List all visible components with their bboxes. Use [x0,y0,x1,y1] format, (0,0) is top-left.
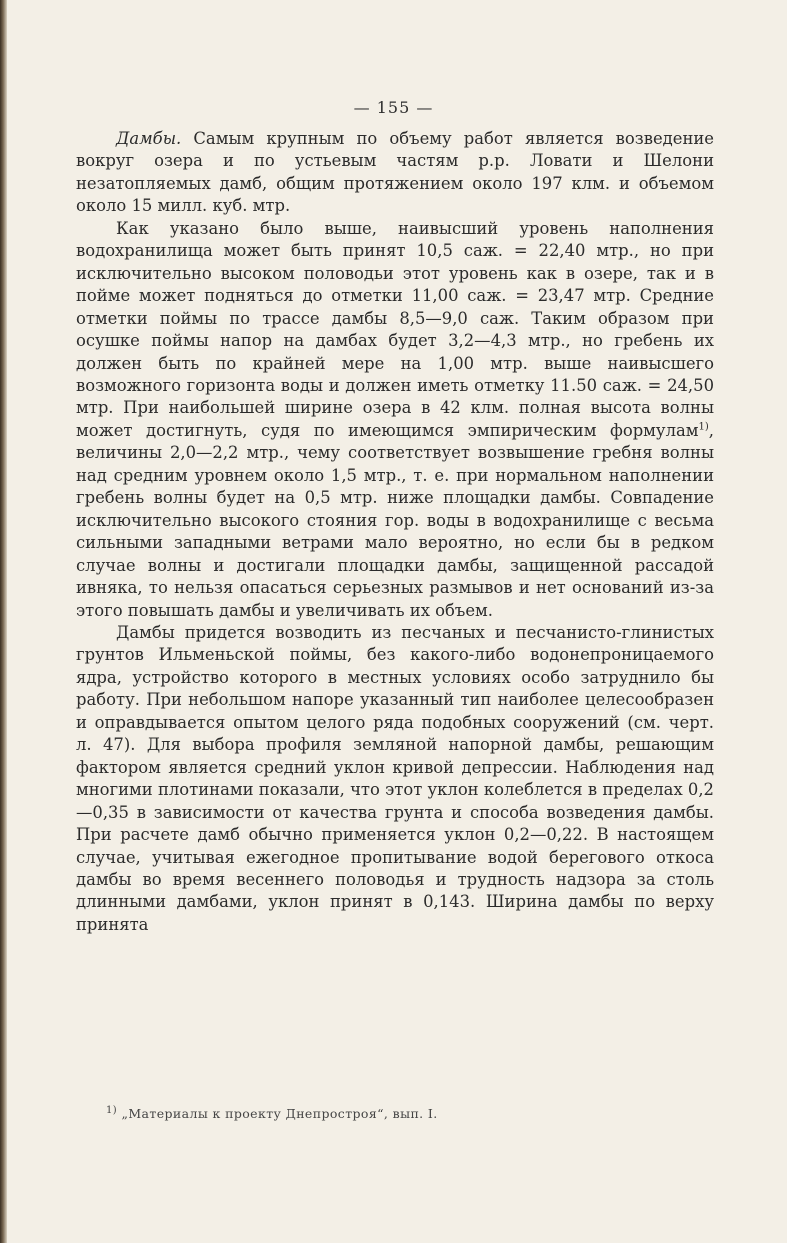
page-number: — 155 — [353,98,434,117]
footnote-marker: 1) [106,1104,118,1116]
section-run-in-heading: Дамбы. [116,129,182,148]
paragraph-text: Как указано было выше, наивысший уровень наполнения водохранилища может быть принят 10,5 саж. = 22,40 мтр., но при исключительно высоком половодьи этот уровень как в озере, так и в пойме может подняться до отметки 11,00 саж. = 23,47 мтр. Средние отметки поймы по трассе дамбы 8,5—9,0 саж. Таким образом при осушке поймы напор на дамбах будет 3,2—4,3 мтр., но гребень их должен быть по крайней мере на 1,00 мтр. выше наивысшего возможного горизонта воды и должен иметь отметку 11.50 саж. = 24,50 мтр. При наибольшей ширине озера в 42 клм. полная высота волны может достигнуть, судя по имеющимся эмпирическим формулам [76,218,714,440]
paragraph-text: Самым крупным по объему работ является возведение вокруг озера и по устьевым частям р.р. Ловати и Шелони незатопляемых дамб, общим протяжением около 197 клм. и объемом около 15 милл. куб. мтр. [76,129,714,216]
paragraph-dams-intro [76,128,714,218]
footnote-reference: 1) [698,421,709,433]
paragraph-water-levels [76,218,714,622]
footnote-text: „Материалы к проекту Днепростроя“, вып. I. [117,1106,438,1121]
paragraph-dam-construction [76,622,714,936]
paragraph-text: Дамбы придется возводить из песчаных и песчанисто-глинистых грунтов Ильменьской поймы, без какого-либо водонепроницаемого ядра, устройство которого в местных условиях особо затруднило бы работу. При небольшом напоре указанный тип наиболее целесообразен и оправдывается опытом целого ряда подобных сооружений (см. черт. л. 47). Для выбора профиля земляной напорной дамбы, решающим фактором является средний уклон кривой депрессии. Наблюдения над многими плотинами показали, что этот уклон колеблется в пределах 0,2—0,35 в зависимости от качества грунта и способа возведения дамбы. При расчете дамб обычно применяется уклон 0,2—0,22. В настоящем случае, учитывая ежегодное пропитывание водой берегового откоса дамбы во время весеннего половодья и трудность надзора за столь длинными дамбами, уклон принят в 0,143. Ширина дамбы по верху принята [76,622,714,934]
main-text [76,128,714,936]
paragraph-text-continued: , величины 2,0—2,2 мтр., чему соответствует возвышение гребня волны над средним уровнем около 1,5 мтр., т. е. при нормальном наполнении гребень волны будет на 0,5 мтр. ниже площадки дамбы. Совпадение исключительно высокого стояния гор. воды в водохранилище с весьма сильными западными ветрами мало вероятно, но если бы в редком случае волны и достигали площадки дамбы, защищенной рассадой ивняка, то нельзя опасаться серьезных размывов и нет оснований из-за этого повышать дамбы и увеличивать их объем. [76,420,714,620]
book-binding-edge [0,0,7,1243]
footnote [76,1106,714,1121]
